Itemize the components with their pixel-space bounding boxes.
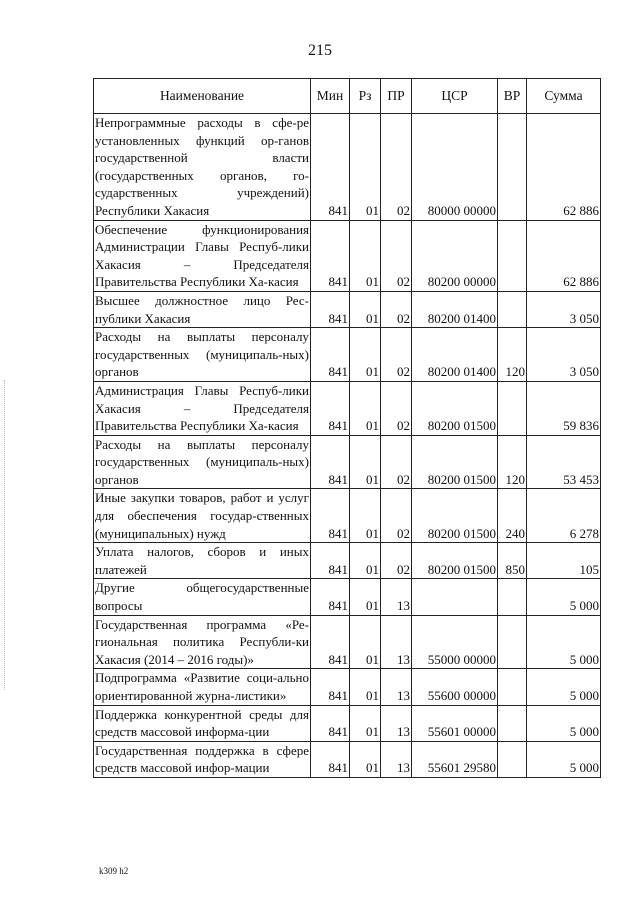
table-row xyxy=(94,489,601,543)
cell-sum: 5 000 xyxy=(527,669,601,705)
table-row xyxy=(94,381,601,435)
cell-csr: 55600 00000 xyxy=(412,669,498,705)
cell-csr: 80200 00000 xyxy=(412,220,498,291)
cell-pr: 13 xyxy=(381,705,412,741)
footer-code: k309 h2 xyxy=(99,866,129,876)
cell-rz: 01 xyxy=(350,705,381,741)
cell-min: 841 xyxy=(311,435,350,489)
cell-name: Подпрограмма «Развитие соци-ально ориентированной журна-листики» xyxy=(94,669,311,705)
cell-pr: 13 xyxy=(381,669,412,705)
cell-name: Администрация Главы Респуб-лики Хакасия – Председателя Правительства Республики Ха-касия xyxy=(94,381,311,435)
cell-vr xyxy=(498,291,527,327)
table-row xyxy=(94,220,601,291)
cell-pr: 02 xyxy=(381,220,412,291)
cell-vr xyxy=(498,381,527,435)
cell-sum: 5 000 xyxy=(527,579,601,615)
cell-pr: 02 xyxy=(381,543,412,579)
table-row xyxy=(94,543,601,579)
cell-vr xyxy=(498,579,527,615)
header-rz: Рз xyxy=(350,79,381,114)
cell-csr: 80000 00000 xyxy=(412,114,498,221)
cell-csr: 55601 29580 xyxy=(412,741,498,777)
header-pr: ПР xyxy=(381,79,412,114)
cell-pr: 02 xyxy=(381,489,412,543)
cell-vr: 120 xyxy=(498,328,527,382)
cell-vr xyxy=(498,114,527,221)
cell-pr: 02 xyxy=(381,381,412,435)
cell-name: Государственная поддержка в сфере средств массовой инфор-мации xyxy=(94,741,311,777)
cell-sum: 5 000 xyxy=(527,705,601,741)
cell-vr: 120 xyxy=(498,435,527,489)
page-number: 215 xyxy=(308,42,332,59)
cell-pr: 13 xyxy=(381,741,412,777)
scan-margin-artifact xyxy=(4,380,5,690)
cell-csr: 80200 01500 xyxy=(412,381,498,435)
cell-csr: 80200 01500 xyxy=(412,489,498,543)
header-vr: ВР xyxy=(498,79,527,114)
cell-vr xyxy=(498,741,527,777)
cell-name: Расходы на выплаты персоналу государственных (муниципаль-ных) органов xyxy=(94,435,311,489)
cell-min: 841 xyxy=(311,615,350,669)
cell-name: Непрограммные расходы в сфе-ре установленных функций ор-ганов государственной власти (государственных органов, го-сударственных учреждений) Республики Хакасия xyxy=(94,114,311,221)
cell-min: 841 xyxy=(311,489,350,543)
cell-vr xyxy=(498,705,527,741)
table-row xyxy=(94,669,601,705)
cell-min: 841 xyxy=(311,705,350,741)
table-row xyxy=(94,328,601,382)
cell-rz: 01 xyxy=(350,328,381,382)
cell-min: 841 xyxy=(311,669,350,705)
cell-min: 841 xyxy=(311,381,350,435)
cell-vr xyxy=(498,220,527,291)
cell-sum: 5 000 xyxy=(527,741,601,777)
cell-name: Поддержка конкурентной среды для средств массовой информа-ции xyxy=(94,705,311,741)
cell-sum: 3 050 xyxy=(527,291,601,327)
cell-sum: 6 278 xyxy=(527,489,601,543)
cell-rz: 01 xyxy=(350,114,381,221)
cell-vr xyxy=(498,669,527,705)
cell-rz: 01 xyxy=(350,615,381,669)
header-min: Мин xyxy=(311,79,350,114)
cell-min: 841 xyxy=(311,114,350,221)
budget-table xyxy=(93,78,601,778)
table-row xyxy=(94,291,601,327)
cell-min: 841 xyxy=(311,328,350,382)
cell-sum: 53 453 xyxy=(527,435,601,489)
cell-rz: 01 xyxy=(350,669,381,705)
cell-csr: 80200 01500 xyxy=(412,543,498,579)
table-row xyxy=(94,435,601,489)
cell-pr: 02 xyxy=(381,435,412,489)
cell-sum: 59 836 xyxy=(527,381,601,435)
cell-name: Государственная программа «Ре-гиональная политика Республи-ки Хакасия (2014 – 2016 годы)» xyxy=(94,615,311,669)
cell-min: 841 xyxy=(311,579,350,615)
table-header-row xyxy=(94,79,601,114)
cell-name: Обеспечение функционирования Администрации Главы Респуб-лики Хакасия – Председателя Правительства Республики Ха-касия xyxy=(94,220,311,291)
cell-rz: 01 xyxy=(350,291,381,327)
table-row xyxy=(94,615,601,669)
cell-min: 841 xyxy=(311,543,350,579)
cell-rz: 01 xyxy=(350,489,381,543)
cell-pr: 13 xyxy=(381,615,412,669)
cell-csr xyxy=(412,579,498,615)
cell-csr: 80200 01400 xyxy=(412,328,498,382)
cell-sum: 5 000 xyxy=(527,615,601,669)
cell-pr: 02 xyxy=(381,291,412,327)
cell-csr: 55000 00000 xyxy=(412,615,498,669)
table-row xyxy=(94,114,601,221)
header-csr: ЦСР xyxy=(412,79,498,114)
table-body xyxy=(94,114,601,778)
cell-rz: 01 xyxy=(350,435,381,489)
table-row xyxy=(94,579,601,615)
cell-vr xyxy=(498,615,527,669)
cell-vr: 240 xyxy=(498,489,527,543)
table-row xyxy=(94,741,601,777)
cell-csr: 80200 01500 xyxy=(412,435,498,489)
cell-rz: 01 xyxy=(350,381,381,435)
cell-sum: 62 886 xyxy=(527,114,601,221)
cell-vr: 850 xyxy=(498,543,527,579)
cell-min: 841 xyxy=(311,220,350,291)
table-row xyxy=(94,705,601,741)
cell-pr: 13 xyxy=(381,579,412,615)
cell-sum: 62 886 xyxy=(527,220,601,291)
cell-rz: 01 xyxy=(350,543,381,579)
cell-name: Высшее должностное лицо Рес-публики Хакасия xyxy=(94,291,311,327)
cell-sum: 105 xyxy=(527,543,601,579)
cell-csr: 80200 01400 xyxy=(412,291,498,327)
cell-rz: 01 xyxy=(350,741,381,777)
cell-pr: 02 xyxy=(381,328,412,382)
header-name: Наименование xyxy=(94,79,311,114)
cell-name: Расходы на выплаты персоналу государственных (муниципаль-ных) органов xyxy=(94,328,311,382)
cell-name: Другие общегосударственные вопросы xyxy=(94,579,311,615)
cell-csr: 55601 00000 xyxy=(412,705,498,741)
cell-name: Иные закупки товаров, работ и услуг для обеспечения государ-ственных (муниципальных) нужд xyxy=(94,489,311,543)
cell-min: 841 xyxy=(311,291,350,327)
cell-rz: 01 xyxy=(350,220,381,291)
cell-name: Уплата налогов, сборов и иных платежей xyxy=(94,543,311,579)
cell-pr: 02 xyxy=(381,114,412,221)
cell-min: 841 xyxy=(311,741,350,777)
cell-rz: 01 xyxy=(350,579,381,615)
cell-sum: 3 050 xyxy=(527,328,601,382)
header-sum: Сумма xyxy=(527,79,601,114)
